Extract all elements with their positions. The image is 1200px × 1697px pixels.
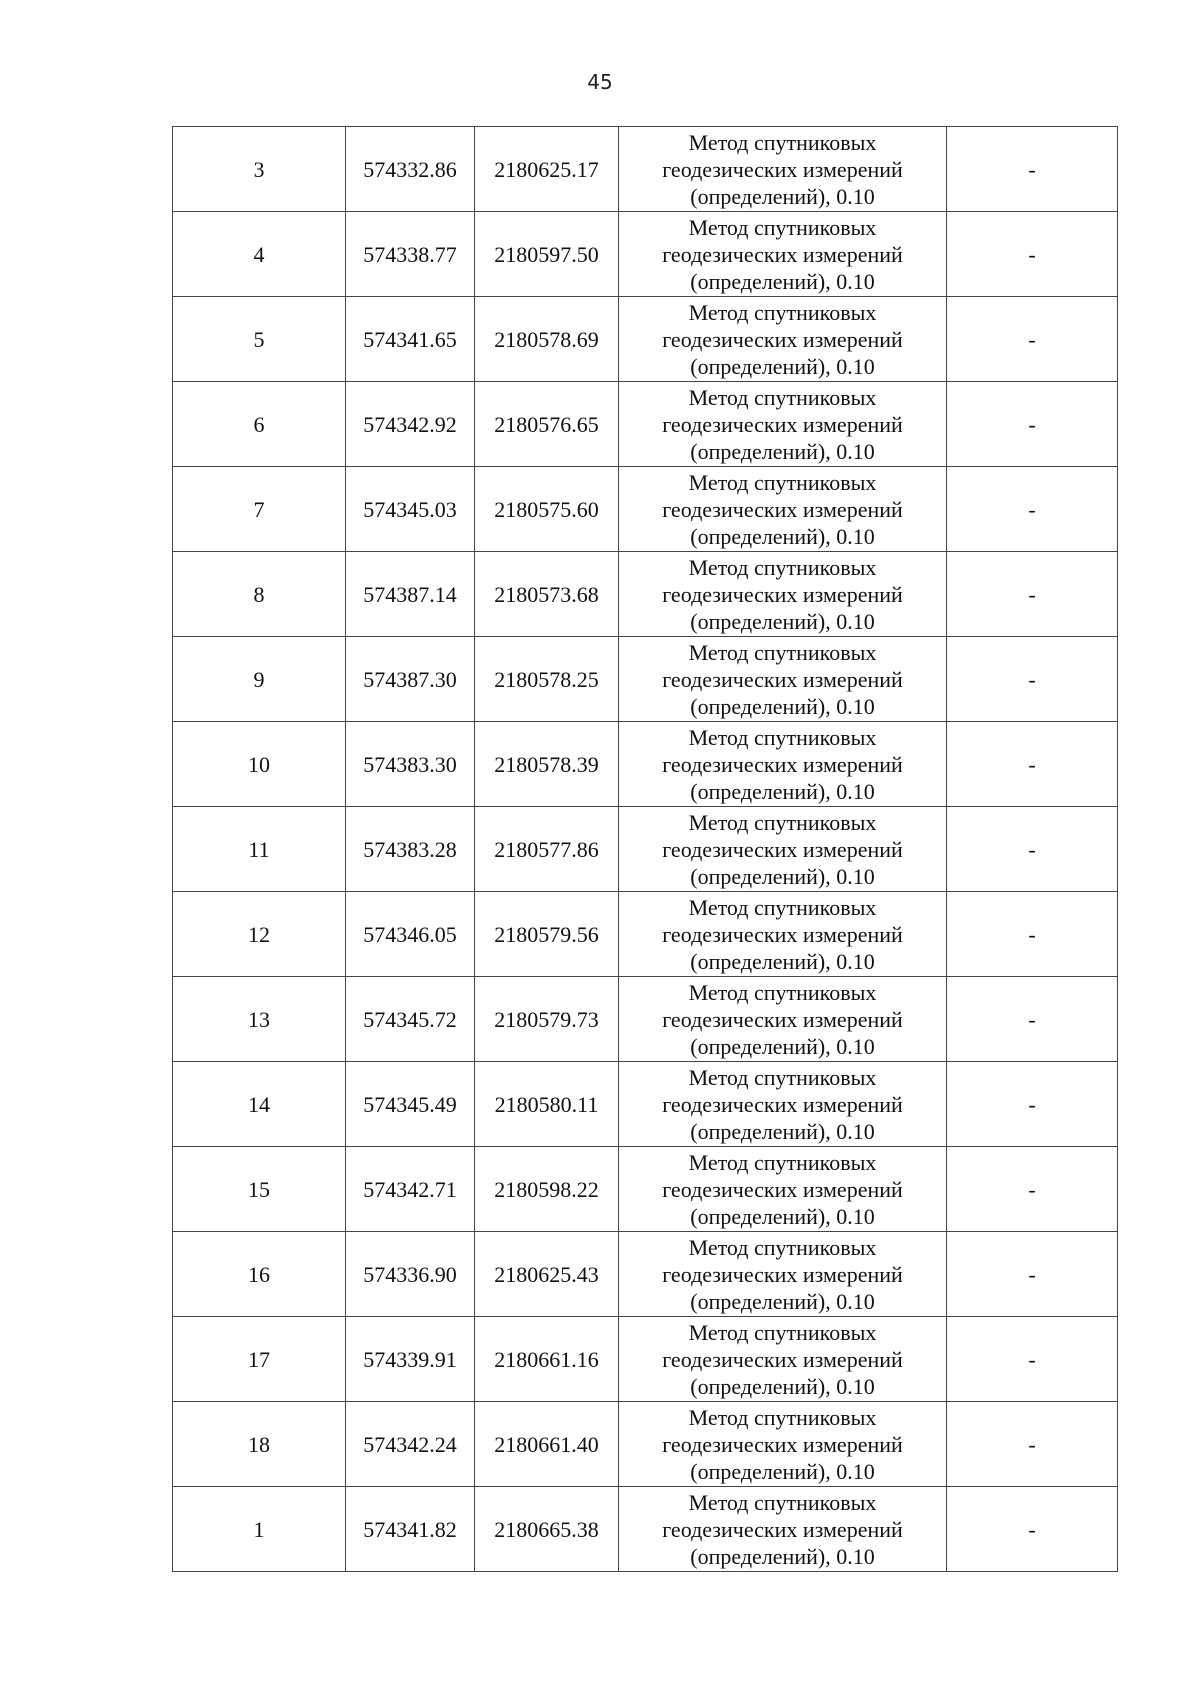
point-number-cell: 6	[173, 382, 346, 467]
method-text-line: Метод спутниковых	[688, 384, 877, 410]
point-number-cell: 14	[173, 1062, 346, 1147]
method-text-line: (определений), 0.10	[690, 1033, 875, 1059]
table-row	[173, 297, 1118, 382]
x-coordinate-cell: 574332.86	[346, 127, 475, 212]
method-cell	[619, 127, 947, 212]
method-text-line: (определений), 0.10	[690, 268, 875, 294]
point-number-cell: 11	[173, 807, 346, 892]
method-cell	[619, 1232, 947, 1317]
method-cell	[619, 1487, 947, 1572]
note-cell: -	[947, 1062, 1118, 1147]
method-text-line: геодезических измерений	[662, 326, 903, 352]
note-cell: -	[947, 1487, 1118, 1572]
table-row	[173, 977, 1118, 1062]
method-text-line: (определений), 0.10	[690, 523, 875, 549]
table-row	[173, 467, 1118, 552]
note-cell: -	[947, 807, 1118, 892]
method-text-line: геодезических измерений	[662, 836, 903, 862]
note-cell: -	[947, 722, 1118, 807]
method-text-line: (определений), 0.10	[690, 608, 875, 634]
table-row	[173, 212, 1118, 297]
method-cell	[619, 977, 947, 1062]
method-text-line: (определений), 0.10	[690, 1543, 875, 1569]
method-text-line: (определений), 0.10	[690, 1118, 875, 1144]
coordinates-table-body	[173, 127, 1118, 1572]
method-text-line: (определений), 0.10	[690, 183, 875, 209]
y-coordinate-cell: 2180598.22	[475, 1147, 619, 1232]
method-text-line: геодезических измерений	[662, 751, 903, 777]
method-text-line: (определений), 0.10	[690, 1288, 875, 1314]
method-text-line: (определений), 0.10	[690, 693, 875, 719]
point-number-cell: 15	[173, 1147, 346, 1232]
point-number-cell: 18	[173, 1402, 346, 1487]
method-cell	[619, 637, 947, 722]
method-text-line: геодезических измерений	[662, 1176, 903, 1202]
method-cell	[619, 892, 947, 977]
table-row	[173, 722, 1118, 807]
method-cell	[619, 1317, 947, 1402]
x-coordinate-cell: 574342.71	[346, 1147, 475, 1232]
y-coordinate-cell: 2180625.43	[475, 1232, 619, 1317]
method-text-line: Метод спутниковых	[688, 1064, 877, 1090]
x-coordinate-cell: 574339.91	[346, 1317, 475, 1402]
y-coordinate-cell: 2180580.11	[475, 1062, 619, 1147]
method-text-line: геодезических измерений	[662, 1091, 903, 1117]
note-cell: -	[947, 297, 1118, 382]
method-text-line: (определений), 0.10	[690, 438, 875, 464]
note-cell: -	[947, 977, 1118, 1062]
method-cell	[619, 1147, 947, 1232]
point-number-cell: 7	[173, 467, 346, 552]
method-text-line: Метод спутниковых	[688, 299, 877, 325]
y-coordinate-cell: 2180578.39	[475, 722, 619, 807]
point-number-cell: 5	[173, 297, 346, 382]
method-text-line: Метод спутниковых	[688, 1489, 877, 1515]
method-text-line: (определений), 0.10	[690, 863, 875, 889]
point-number-cell: 12	[173, 892, 346, 977]
method-text-line: (определений), 0.10	[690, 1458, 875, 1484]
method-text-line: Метод спутниковых	[688, 129, 877, 155]
method-text-line: Метод спутниковых	[688, 214, 877, 240]
method-cell	[619, 552, 947, 637]
point-number-cell: 3	[173, 127, 346, 212]
table-row	[173, 1147, 1118, 1232]
point-number-cell: 4	[173, 212, 346, 297]
method-text-line: геодезических измерений	[662, 1261, 903, 1287]
y-coordinate-cell: 2180661.16	[475, 1317, 619, 1402]
method-text-line: Метод спутниковых	[688, 639, 877, 665]
x-coordinate-cell: 574342.92	[346, 382, 475, 467]
note-cell: -	[947, 127, 1118, 212]
note-cell: -	[947, 467, 1118, 552]
point-number-cell: 17	[173, 1317, 346, 1402]
method-text-line: геодезических измерений	[662, 581, 903, 607]
y-coordinate-cell: 2180573.68	[475, 552, 619, 637]
x-coordinate-cell: 574345.49	[346, 1062, 475, 1147]
table-row	[173, 892, 1118, 977]
y-coordinate-cell: 2180661.40	[475, 1402, 619, 1487]
method-text-line: геодезических измерений	[662, 411, 903, 437]
x-coordinate-cell: 574345.03	[346, 467, 475, 552]
method-text-line: (определений), 0.10	[690, 778, 875, 804]
y-coordinate-cell: 2180577.86	[475, 807, 619, 892]
table-row	[173, 1317, 1118, 1402]
note-cell: -	[947, 1232, 1118, 1317]
x-coordinate-cell: 574383.30	[346, 722, 475, 807]
method-text-line: Метод спутниковых	[688, 809, 877, 835]
method-cell	[619, 212, 947, 297]
method-text-line: геодезических измерений	[662, 666, 903, 692]
method-text-line: Метод спутниковых	[688, 1234, 877, 1260]
method-text-line: геодезических измерений	[662, 921, 903, 947]
table-row	[173, 1402, 1118, 1487]
method-text-line: геодезических измерений	[662, 1516, 903, 1542]
x-coordinate-cell: 574387.14	[346, 552, 475, 637]
y-coordinate-cell: 2180578.25	[475, 637, 619, 722]
method-text-line: (определений), 0.10	[690, 948, 875, 974]
coordinates-table	[172, 126, 1118, 1572]
method-cell	[619, 807, 947, 892]
y-coordinate-cell: 2180576.65	[475, 382, 619, 467]
method-text-line: Метод спутниковых	[688, 1319, 877, 1345]
point-number-cell: 10	[173, 722, 346, 807]
method-text-line: Метод спутниковых	[688, 979, 877, 1005]
method-text-line: (определений), 0.10	[690, 1373, 875, 1399]
x-coordinate-cell: 574345.72	[346, 977, 475, 1062]
point-number-cell: 9	[173, 637, 346, 722]
method-cell	[619, 297, 947, 382]
method-cell	[619, 382, 947, 467]
method-text-line: геодезических измерений	[662, 1006, 903, 1032]
table-row	[173, 1062, 1118, 1147]
method-text-line: (определений), 0.10	[690, 1203, 875, 1229]
method-text-line: (определений), 0.10	[690, 353, 875, 379]
method-cell	[619, 1062, 947, 1147]
method-text-line: геодезических измерений	[662, 241, 903, 267]
method-cell	[619, 467, 947, 552]
method-text-line: геодезических измерений	[662, 1346, 903, 1372]
y-coordinate-cell: 2180665.38	[475, 1487, 619, 1572]
note-cell: -	[947, 382, 1118, 467]
method-text-line: геодезических измерений	[662, 156, 903, 182]
x-coordinate-cell: 574341.82	[346, 1487, 475, 1572]
method-text-line: Метод спутниковых	[688, 1149, 877, 1175]
x-coordinate-cell: 574387.30	[346, 637, 475, 722]
note-cell: -	[947, 212, 1118, 297]
table-row	[173, 552, 1118, 637]
method-text-line: геодезических измерений	[662, 1431, 903, 1457]
table-row	[173, 1232, 1118, 1317]
note-cell: -	[947, 1147, 1118, 1232]
table-row	[173, 637, 1118, 722]
note-cell: -	[947, 1402, 1118, 1487]
point-number-cell: 13	[173, 977, 346, 1062]
y-coordinate-cell: 2180575.60	[475, 467, 619, 552]
x-coordinate-cell: 574341.65	[346, 297, 475, 382]
table-row	[173, 382, 1118, 467]
table-row	[173, 127, 1118, 212]
note-cell: -	[947, 892, 1118, 977]
y-coordinate-cell: 2180578.69	[475, 297, 619, 382]
y-coordinate-cell: 2180597.50	[475, 212, 619, 297]
page-number: 45	[587, 70, 613, 94]
table-row	[173, 807, 1118, 892]
method-text-line: Метод спутниковых	[688, 724, 877, 750]
point-number-cell: 8	[173, 552, 346, 637]
method-cell	[619, 1402, 947, 1487]
note-cell: -	[947, 1317, 1118, 1402]
x-coordinate-cell: 574336.90	[346, 1232, 475, 1317]
table-row	[173, 1487, 1118, 1572]
point-number-cell: 16	[173, 1232, 346, 1317]
method-cell	[619, 722, 947, 807]
y-coordinate-cell: 2180579.56	[475, 892, 619, 977]
method-text-line: Метод спутниковых	[688, 894, 877, 920]
y-coordinate-cell: 2180579.73	[475, 977, 619, 1062]
x-coordinate-cell: 574342.24	[346, 1402, 475, 1487]
x-coordinate-cell: 574383.28	[346, 807, 475, 892]
point-number-cell: 1	[173, 1487, 346, 1572]
method-text-line: Метод спутниковых	[688, 469, 877, 495]
x-coordinate-cell: 574338.77	[346, 212, 475, 297]
note-cell: -	[947, 552, 1118, 637]
note-cell: -	[947, 637, 1118, 722]
x-coordinate-cell: 574346.05	[346, 892, 475, 977]
method-text-line: Метод спутниковых	[688, 554, 877, 580]
method-text-line: Метод спутниковых	[688, 1404, 877, 1430]
y-coordinate-cell: 2180625.17	[475, 127, 619, 212]
method-text-line: геодезических измерений	[662, 496, 903, 522]
